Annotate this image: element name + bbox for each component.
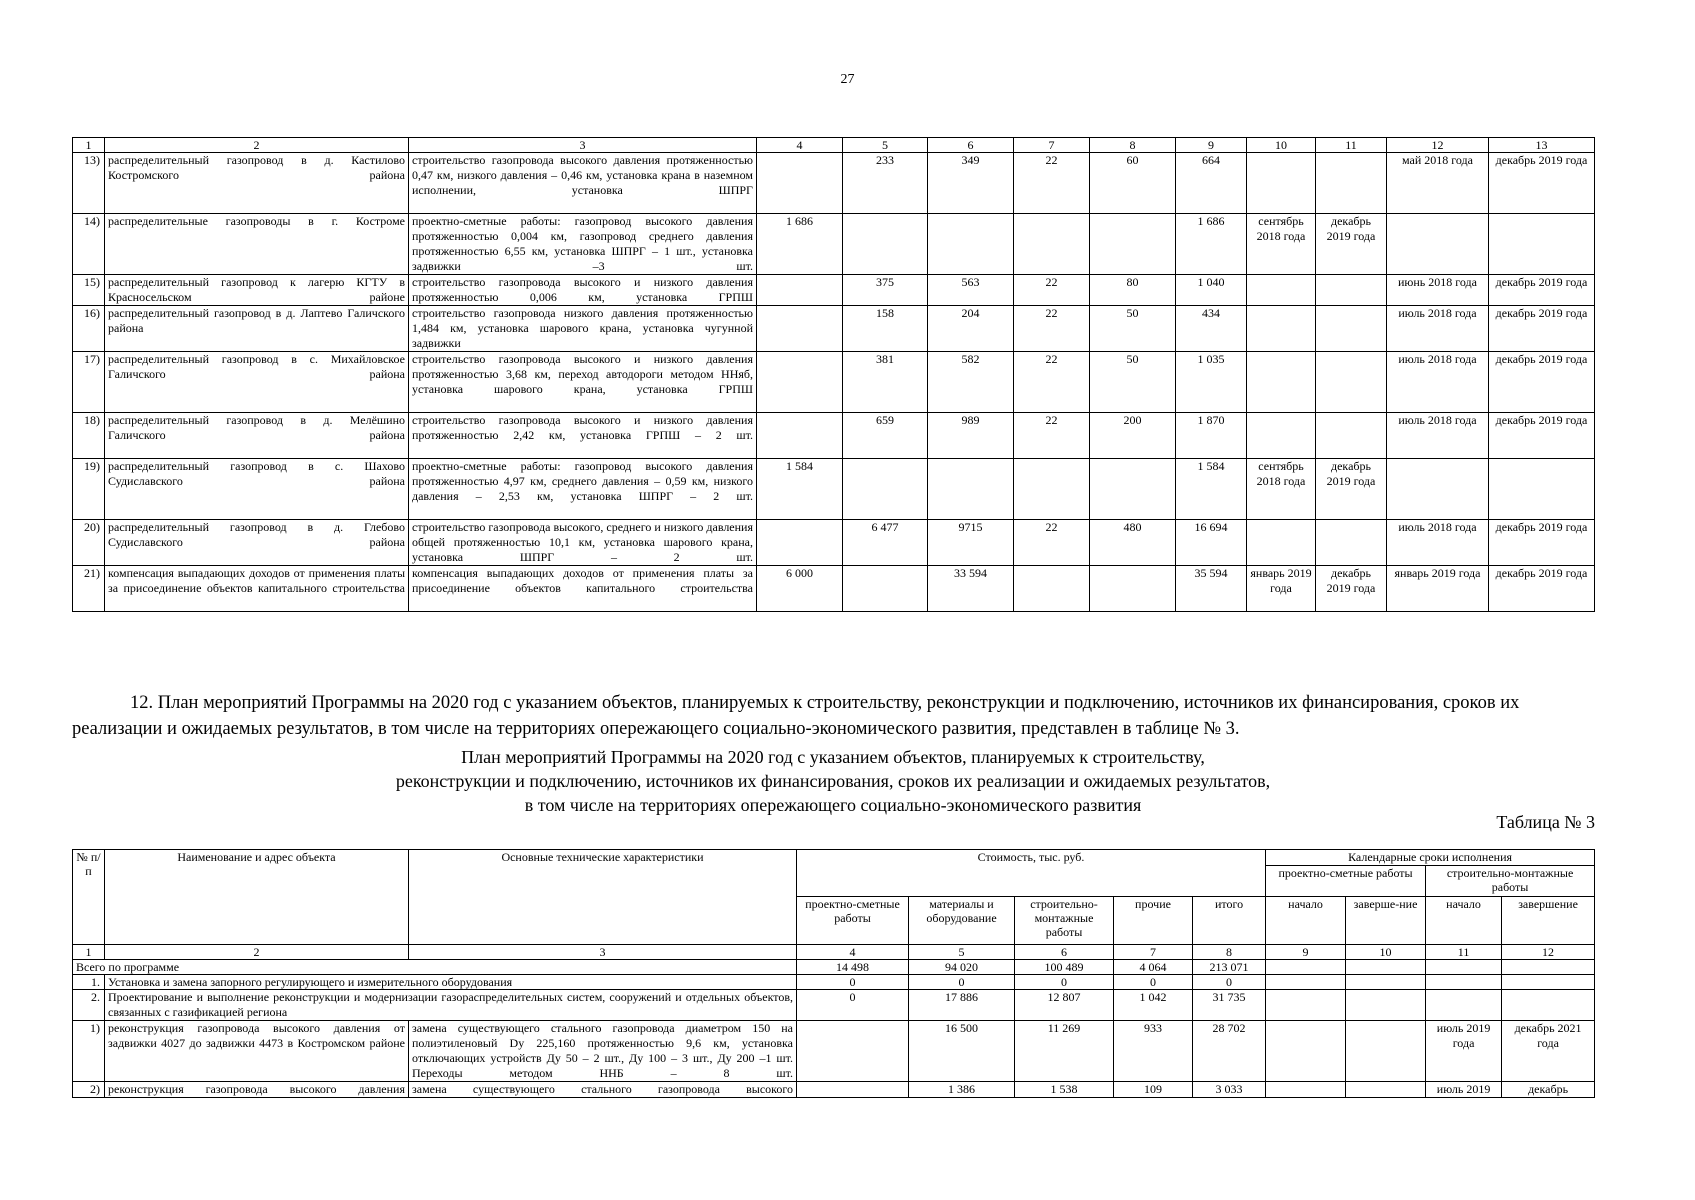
object-name: распределительный газопровод к лагерю КГТУ в Красносельском районе	[105, 275, 409, 306]
cost-c6	[928, 214, 1014, 275]
column-number: 13	[1489, 138, 1595, 153]
column-number: 4	[757, 138, 843, 153]
object-name: распределительный газопровод в д. Лаптево Галичского района	[105, 306, 409, 352]
column-number: 10	[1247, 138, 1316, 153]
column-number: 2	[105, 138, 409, 153]
object-characteristics: строительство газопровода высокого и низкого давления протяженностью 0,006 км, установка ГРПШ	[409, 275, 757, 306]
total-cost-design: 14 498	[797, 960, 909, 975]
cost-c5: 233	[843, 153, 928, 214]
date-c12: май 2018 года	[1387, 153, 1489, 214]
cost-c5: 158	[843, 306, 928, 352]
table3-title-line-1: План мероприятий Программы на 2020 год с указанием объектов, планируемых к строительству,	[461, 747, 1205, 767]
cost-c5: 375	[843, 275, 928, 306]
cost-c4	[797, 1082, 909, 1098]
cost-c9: 35 594	[1176, 566, 1247, 612]
total-cost-other: 4 064	[1114, 960, 1193, 975]
section-2-cost-other: 1 042	[1114, 990, 1193, 1021]
section-2-cost-sum: 31 735	[1193, 990, 1266, 1021]
object-name: распределительные газопроводы в г. Костроме	[105, 214, 409, 275]
date-c11: декабрь 2019 года	[1316, 214, 1387, 275]
object-name: распределительный газопровод в д. Кастилово Костромского района	[105, 153, 409, 214]
cost-c4: 6 000	[757, 566, 843, 612]
date-c10: сентябрь 2018 года	[1247, 459, 1316, 520]
total-cost-materials: 94 020	[909, 960, 1015, 975]
column-number: 12	[1387, 138, 1489, 153]
column-number: 3	[409, 138, 757, 153]
cost-c4	[797, 1021, 909, 1082]
cost-c6: 349	[928, 153, 1014, 214]
object-characteristics: строительство газопровода низкого давления протяженностью 1,484 км, установка шарового крана, установка чугунной задвижки	[409, 306, 757, 352]
table-row	[73, 566, 1595, 612]
header-cost-construction: строительно-монтажные работы	[1015, 897, 1114, 945]
header-design-start: начало	[1266, 897, 1346, 945]
cost-c5: 16 500	[909, 1021, 1015, 1082]
cost-c8: 28 702	[1193, 1021, 1266, 1082]
date-c12: июль 2018 года	[1387, 413, 1489, 459]
cost-c7: 22	[1014, 413, 1090, 459]
column-number: 6	[1015, 945, 1114, 960]
cost-c6: 989	[928, 413, 1014, 459]
cost-c7	[1014, 459, 1090, 520]
date-c11	[1316, 306, 1387, 352]
date-c13: декабрь 2019 года	[1489, 566, 1595, 612]
table-row	[73, 1082, 1595, 1098]
object-characteristics: замена существующего стального газопровода диаметром 150 на полиэтиленовый Dу 225,160 протяженностью 9,6 км, установка отключающих устройств Ду 50 – 2 шт., Ду 100 – 3 шт., Ду 200 –1 шт. Переходы методом ННБ – 8 шт.	[409, 1021, 797, 1082]
object-characteristics: строительство газопровода высокого и низкого давления протяженностью 3,68 км, переход автодороги методом ННяб, установка шарового крана, установка ГРПШ	[409, 352, 757, 413]
cost-c5: 659	[843, 413, 928, 459]
row-number: 14)	[73, 214, 105, 275]
header-characteristics: Основные технические характеристики	[409, 850, 797, 945]
table3-title-line-3: в том числе на территориях опережающего социально-экономического развития	[524, 795, 1142, 815]
table-row	[73, 275, 1595, 306]
object-name: реконструкция газопровода высокого давления от задвижки 4027 до задвижки 4473 в Костромском районе	[105, 1021, 409, 1082]
cost-c6: 563	[928, 275, 1014, 306]
header-cost-total: итого	[1193, 897, 1266, 945]
header-calendar: Календарные сроки исполнения	[1266, 850, 1595, 866]
table-continuation	[72, 137, 1595, 612]
cost-c5	[843, 459, 928, 520]
object-name: реконструкция газопровода высокого давления	[105, 1082, 409, 1098]
header-cost-materials: материалы и оборудование	[909, 897, 1015, 945]
section-2-label: Проектирование и выполнение реконструкции и модернизации газораспределительных систем, сооружений и отдельных объектов, связанных с газификацией региона	[105, 990, 797, 1021]
cost-c8: 50	[1090, 306, 1176, 352]
table-row	[73, 520, 1595, 566]
column-number: 8	[1193, 945, 1266, 960]
date-c12: декабрь	[1502, 1082, 1595, 1098]
date-c9	[1266, 1082, 1346, 1098]
row-number: 18)	[73, 413, 105, 459]
object-name: распределительный газопровод в с. Михайловское Галичского района	[105, 352, 409, 413]
cost-c4	[757, 413, 843, 459]
row-number: 1)	[73, 1021, 105, 1082]
section-1-cost-design: 0	[797, 975, 909, 990]
section-1-num: 1.	[73, 975, 105, 990]
date-c11: декабрь 2019 года	[1316, 566, 1387, 612]
cost-c8	[1090, 566, 1176, 612]
date-c10	[1247, 153, 1316, 214]
cost-c7: 22	[1014, 275, 1090, 306]
object-characteristics: проектно-сметные работы: газопровод высокого давления протяженностью 4,97 км, среднего давления – 0,59 км, низкого давления – 2,53 км, установка ШПРГ – 2 шт.	[409, 459, 757, 520]
column-number: 9	[1176, 138, 1247, 153]
date-c9	[1266, 1021, 1346, 1082]
cost-c4	[757, 352, 843, 413]
column-number-row	[73, 138, 1595, 153]
date-c11: июль 2019 года	[1426, 1021, 1502, 1082]
cost-c6: 33 594	[928, 566, 1014, 612]
table-row	[73, 413, 1595, 459]
table3-title-line-2: реконструкции и подключению, источников их финансирования, сроков их реализации и ожидаемых результатов,	[395, 771, 1271, 791]
date-c10: январь 2019 года	[1247, 566, 1316, 612]
date-c12: июль 2018 года	[1387, 352, 1489, 413]
date-c12: июнь 2018 года	[1387, 275, 1489, 306]
date-c10	[1346, 1082, 1426, 1098]
cost-c5: 1 386	[909, 1082, 1015, 1098]
cost-c8: 80	[1090, 275, 1176, 306]
column-number: 10	[1346, 945, 1426, 960]
object-characteristics: компенсация выпадающих доходов от применения платы за присоединение объектов капитального строительства	[409, 566, 757, 612]
cost-c4	[757, 275, 843, 306]
section-2-num: 2.	[73, 990, 105, 1021]
cost-c6: 204	[928, 306, 1014, 352]
column-number: 8	[1090, 138, 1176, 153]
cost-c9: 16 694	[1176, 520, 1247, 566]
section-1-cost-materials: 0	[909, 975, 1015, 990]
cost-c7: 22	[1014, 153, 1090, 214]
header-construction-works: строительно-монтажные работы	[1426, 866, 1595, 897]
section-2-cost-materials: 17 886	[909, 990, 1015, 1021]
cost-c7: 22	[1014, 520, 1090, 566]
date-c10: сентябрь 2018 года	[1247, 214, 1316, 275]
row-number: 2)	[73, 1082, 105, 1098]
object-name: распределительный газопровод в с. Шахово Судиславского района	[105, 459, 409, 520]
table-row	[73, 352, 1595, 413]
date-c10	[1247, 413, 1316, 459]
row-number: 21)	[73, 566, 105, 612]
table-row	[73, 306, 1595, 352]
cost-c6: 9715	[928, 520, 1014, 566]
row-number: 20)	[73, 520, 105, 566]
date-c13: декабрь 2019 года	[1489, 413, 1595, 459]
column-number: 11	[1426, 945, 1502, 960]
cost-c5	[843, 214, 928, 275]
cost-c8	[1090, 214, 1176, 275]
date-c13: декабрь 2019 года	[1489, 153, 1595, 214]
date-c10	[1247, 306, 1316, 352]
table-row	[73, 1021, 1595, 1082]
header-cost-design: проектно-сметные работы	[797, 897, 909, 945]
cost-c8: 3 033	[1193, 1082, 1266, 1098]
row-number: 17)	[73, 352, 105, 413]
table-row	[73, 459, 1595, 520]
table-row	[73, 153, 1595, 214]
cost-c7: 22	[1014, 306, 1090, 352]
cost-c5: 6 477	[843, 520, 928, 566]
cost-c8: 50	[1090, 352, 1176, 413]
page-number: 27	[840, 72, 855, 87]
date-c13	[1489, 214, 1595, 275]
date-c12	[1387, 459, 1489, 520]
object-characteristics: строительство газопровода высокого давления протяженностью 0,47 км, низкого давления – 0,46 км, установка крана в наземном исполнении, установка ШПРГ	[409, 153, 757, 214]
cost-c6: 582	[928, 352, 1014, 413]
table-3	[72, 849, 1595, 1098]
column-number: 1	[73, 945, 105, 960]
section-1-cost-other: 0	[1114, 975, 1193, 990]
header-construction-finish: завершение	[1502, 897, 1595, 945]
section-1-label: Установка и замена запорного регулирующего и измерительного оборудования	[105, 975, 797, 990]
object-name: распределительный газопровод в д. Мелёшино Галичского района	[105, 413, 409, 459]
column-number: 4	[797, 945, 909, 960]
date-c11	[1316, 352, 1387, 413]
date-c10	[1247, 352, 1316, 413]
column-number: 9	[1266, 945, 1346, 960]
cost-c7: 933	[1114, 1021, 1193, 1082]
object-characteristics: замена существующего стального газопровода высокого	[409, 1082, 797, 1098]
date-c11	[1316, 520, 1387, 566]
date-c13: декабрь 2019 года	[1489, 352, 1595, 413]
row-number: 15)	[73, 275, 105, 306]
cost-c9: 1 870	[1176, 413, 1247, 459]
column-number: 5	[909, 945, 1015, 960]
paragraph-12: 12. План мероприятий Программы на 2020 год с указанием объектов, планируемых к строительству, реконструкции и подключению, источников их финансирования, сроков их реализации и ожидаемых результатов, в том числе на территориях опережающего социально-экономического развития, представлен в таблице № 3.	[72, 693, 1520, 739]
cost-c8: 480	[1090, 520, 1176, 566]
cost-c9: 664	[1176, 153, 1247, 214]
column-number-row	[73, 945, 1595, 960]
section-2-cost-construction: 12 807	[1015, 990, 1114, 1021]
date-c13: декабрь 2019 года	[1489, 520, 1595, 566]
cost-c7: 109	[1114, 1082, 1193, 1098]
date-c12	[1387, 214, 1489, 275]
section-1-cost-construction: 0	[1015, 975, 1114, 990]
column-number: 11	[1316, 138, 1387, 153]
column-number: 3	[409, 945, 797, 960]
row-number: 19)	[73, 459, 105, 520]
column-number: 2	[105, 945, 409, 960]
section-2-cost-design: 0	[797, 990, 909, 1021]
cost-c9: 1 686	[1176, 214, 1247, 275]
cost-c7	[1014, 214, 1090, 275]
date-c11: июль 2019	[1426, 1082, 1502, 1098]
date-c12: январь 2019 года	[1387, 566, 1489, 612]
column-number: 7	[1014, 138, 1090, 153]
object-characteristics: строительство газопровода высокого, среднего и низкого давления общей протяженностью 10,1 км, установка шарового крана, установка ШПРГ – 2 шт.	[409, 520, 757, 566]
date-c10	[1247, 275, 1316, 306]
cost-c9: 434	[1176, 306, 1247, 352]
header-cost: Стоимость, тыс. руб.	[797, 850, 1266, 897]
date-c13: декабрь 2019 года	[1489, 275, 1595, 306]
column-number: 6	[928, 138, 1014, 153]
object-characteristics: проектно-сметные работы: газопровод высокого давления протяженностью 0,004 км, газопровод среднего давления протяженностью 6,55 км, установка ШПРГ – 1 шт., установка задвижки –3 шт.	[409, 214, 757, 275]
cost-c6: 11 269	[1015, 1021, 1114, 1082]
cost-c7	[1014, 566, 1090, 612]
date-c10	[1346, 1021, 1426, 1082]
date-c10	[1247, 520, 1316, 566]
cost-c5: 381	[843, 352, 928, 413]
column-number: 5	[843, 138, 928, 153]
row-number: 16)	[73, 306, 105, 352]
date-c11: декабрь 2019 года	[1316, 459, 1387, 520]
section-1-cost-sum: 0	[1193, 975, 1266, 990]
cost-c4	[757, 520, 843, 566]
date-c11	[1316, 275, 1387, 306]
object-characteristics: строительство газопровода высокого и низкого давления протяженностью 2,42 км, установка ГРПШ – 2 шт.	[409, 413, 757, 459]
cost-c6: 1 538	[1015, 1082, 1114, 1098]
cost-c5	[843, 566, 928, 612]
header-num: № п/п	[73, 850, 105, 945]
header-design-finish: заверше-ние	[1346, 897, 1426, 945]
cost-c7: 22	[1014, 352, 1090, 413]
cost-c9: 1 035	[1176, 352, 1247, 413]
cost-c8: 60	[1090, 153, 1176, 214]
cost-c6	[928, 459, 1014, 520]
date-c11	[1316, 413, 1387, 459]
object-name: компенсация выпадающих доходов от применения платы за присоединение объектов капитального строительства	[105, 566, 409, 612]
header-name: Наименование и адрес объекта	[105, 850, 409, 945]
date-c12: июль 2018 года	[1387, 306, 1489, 352]
cost-c8: 200	[1090, 413, 1176, 459]
total-cost-sum: 213 071	[1193, 960, 1266, 975]
header-construction-start: начало	[1426, 897, 1502, 945]
table-label: Таблица № 3	[1496, 812, 1595, 832]
column-number: 7	[1114, 945, 1193, 960]
cost-c8	[1090, 459, 1176, 520]
header-design-works: проектно-сметные работы	[1266, 866, 1426, 897]
object-name: распределительный газопровод в д. Глебово Судиславского района	[105, 520, 409, 566]
date-c11	[1316, 153, 1387, 214]
cost-c4	[757, 153, 843, 214]
row-number: 13)	[73, 153, 105, 214]
cost-c4	[757, 306, 843, 352]
cost-c4: 1 686	[757, 214, 843, 275]
cost-c9: 1 040	[1176, 275, 1247, 306]
column-number: 1	[73, 138, 105, 153]
cost-c4: 1 584	[757, 459, 843, 520]
cost-c9: 1 584	[1176, 459, 1247, 520]
total-cost-construction: 100 489	[1015, 960, 1114, 975]
column-number: 12	[1502, 945, 1595, 960]
date-c12: июль 2018 года	[1387, 520, 1489, 566]
total-label: Всего по программе	[73, 960, 797, 975]
date-c13: декабрь 2019 года	[1489, 306, 1595, 352]
header-cost-other: прочие	[1114, 897, 1193, 945]
date-c13	[1489, 459, 1595, 520]
table-row	[73, 214, 1595, 275]
date-c12: декабрь 2021 года	[1502, 1021, 1595, 1082]
